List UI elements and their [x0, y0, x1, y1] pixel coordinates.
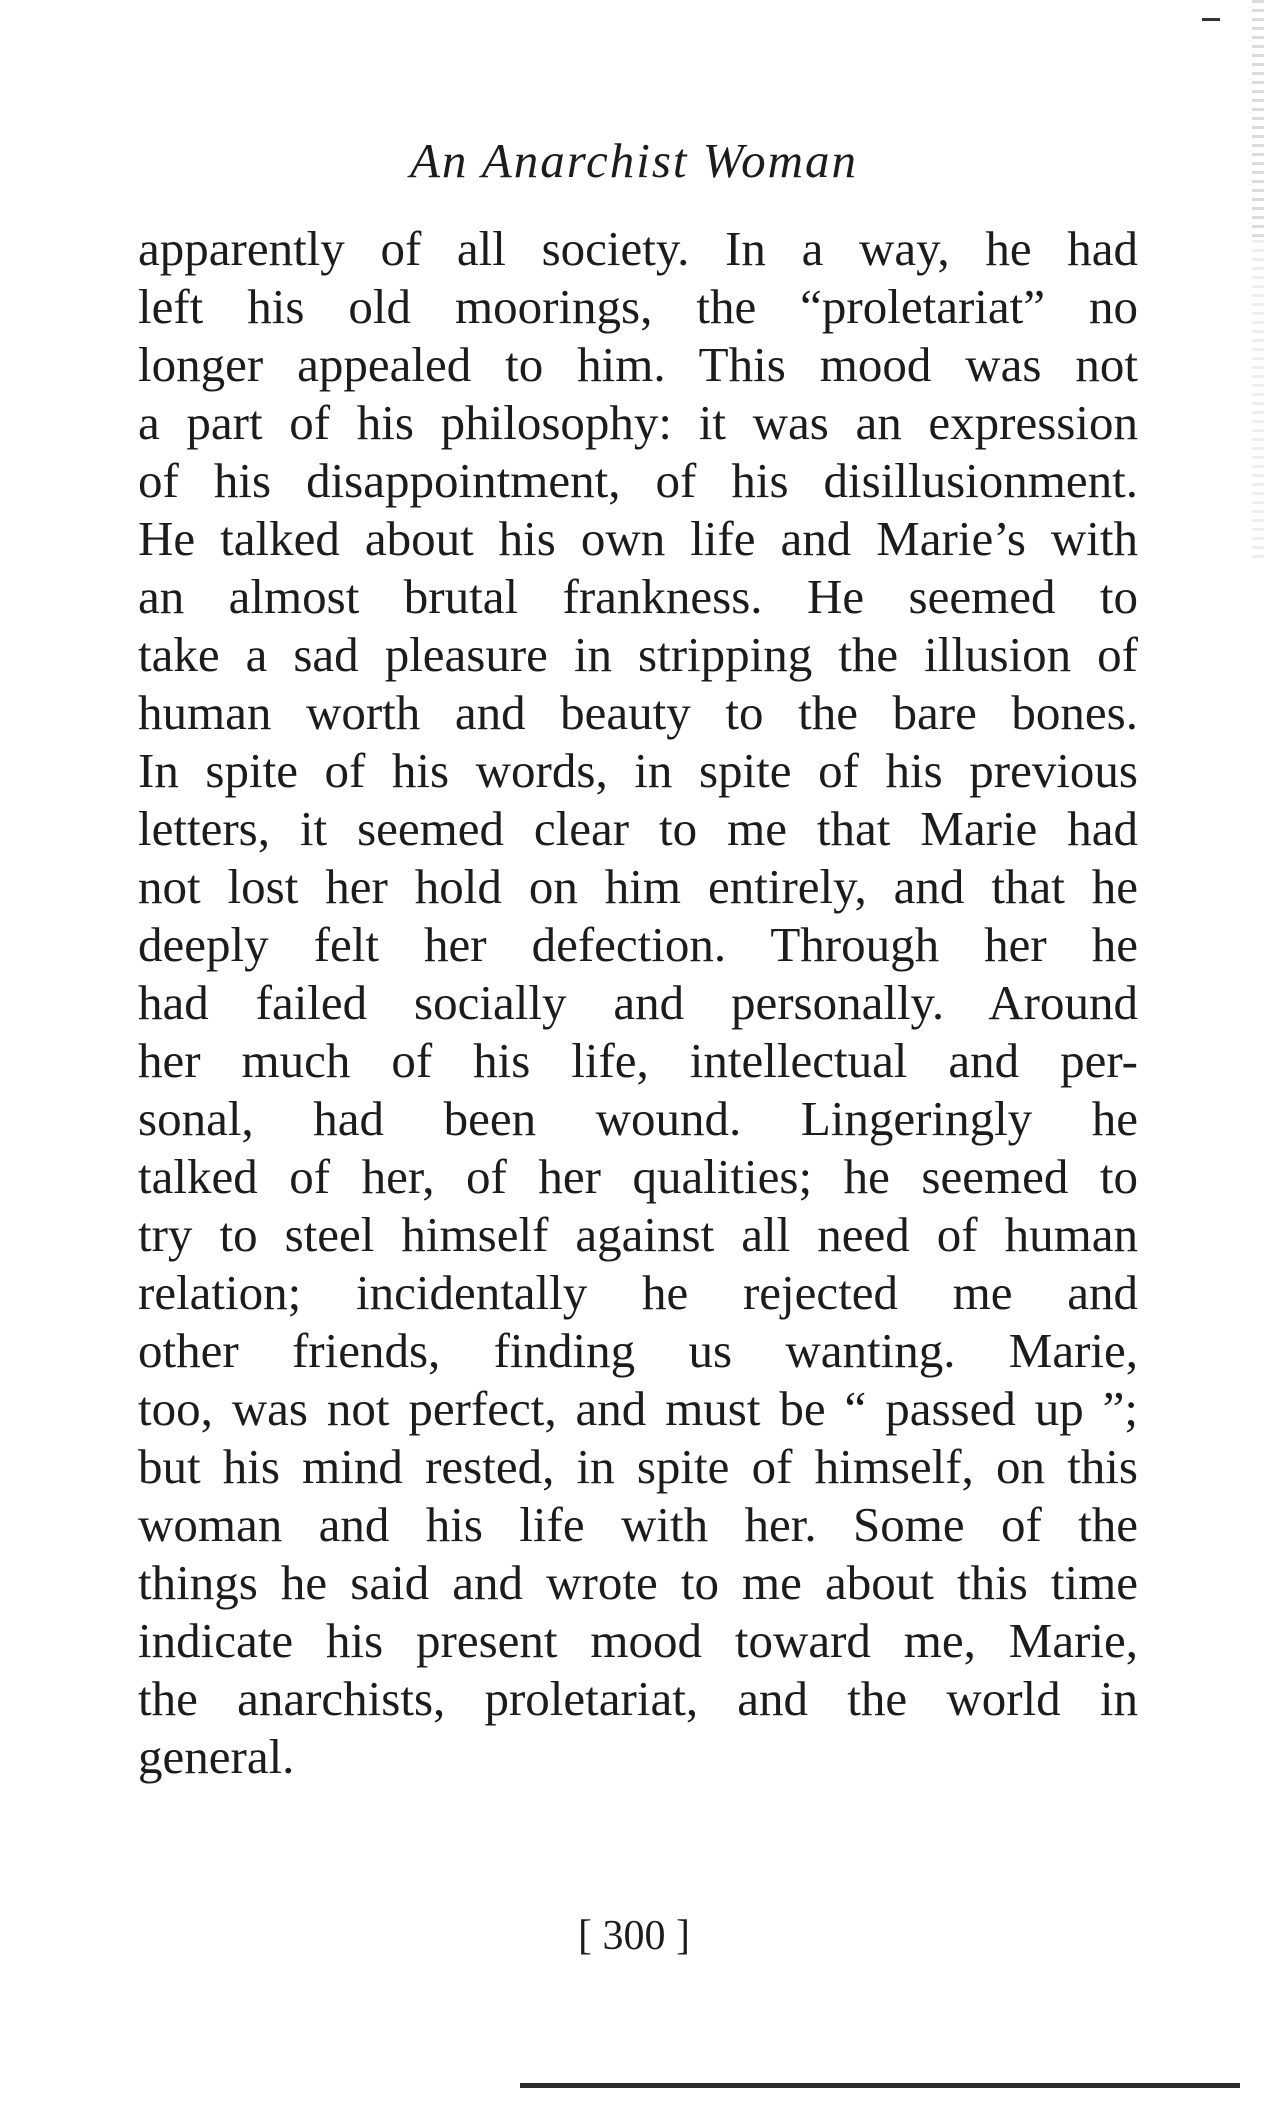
text-line: had failed socially and personally. Around — [138, 975, 1138, 1030]
text-line: In spite of his words, in spite of his previous — [138, 743, 1138, 798]
text-line: indicate his present mood toward me, Marie, — [138, 1613, 1138, 1668]
text-line: general. — [138, 1729, 295, 1784]
page-edge-shadow — [1252, 0, 1264, 240]
text-line: take a sad pleasure in stripping the illusion of — [138, 627, 1138, 682]
text-line: the anarchists, proletariat, and the world in — [138, 1671, 1138, 1726]
page-edge-shadow-lower — [1252, 240, 1264, 560]
text-line: talked of her, of her qualities; he seemed to — [138, 1149, 1138, 1204]
text-line: He talked about his own life and Marie’s with — [138, 511, 1138, 566]
text-line: apparently of all society. In a way, he had — [138, 221, 1138, 276]
text-line: try to steel himself against all need of human — [138, 1207, 1138, 1262]
text-line: things he said and wrote to me about this time — [138, 1555, 1138, 1610]
page-number: [ 300 ] — [578, 1913, 690, 1959]
text-line: left his old moorings, the “proletariat” no — [138, 279, 1138, 334]
text-line: deeply felt her defection. Through her he — [138, 917, 1138, 972]
text-line: human worth and beauty to the bare bones. — [138, 685, 1138, 740]
text-line: longer appealed to him. This mood was not — [138, 337, 1138, 392]
body-text — [138, 220, 1138, 1786]
scan-mark — [1202, 18, 1220, 21]
text-line: relation; incidentally he rejected me and — [138, 1265, 1138, 1320]
text-line: an almost brutal frankness. He seemed to — [138, 569, 1138, 624]
text-line: too, was not perfect, and must be “ passed up ”; — [138, 1381, 1138, 1436]
text-line: but his mind rested, in spite of himself, on this — [138, 1439, 1138, 1494]
text-line: her much of his life, intellectual and per- — [138, 1033, 1138, 1088]
text-line: other friends, finding us wanting. Marie, — [138, 1323, 1138, 1378]
text-line: not lost her hold on him entirely, and that he — [138, 859, 1138, 914]
text-line: woman and his life with her. Some of the — [138, 1497, 1138, 1552]
running-head: An Anarchist Woman — [410, 133, 858, 188]
bottom-rule — [520, 2083, 1240, 2088]
text-line: letters, it seemed clear to me that Marie had — [138, 801, 1138, 856]
text-line: of his disappointment, of his disillusionment. — [138, 453, 1138, 508]
text-line: a part of his philosophy: it was an expression — [138, 395, 1138, 450]
text-line: sonal, had been wound. Lingeringly he — [138, 1091, 1138, 1146]
